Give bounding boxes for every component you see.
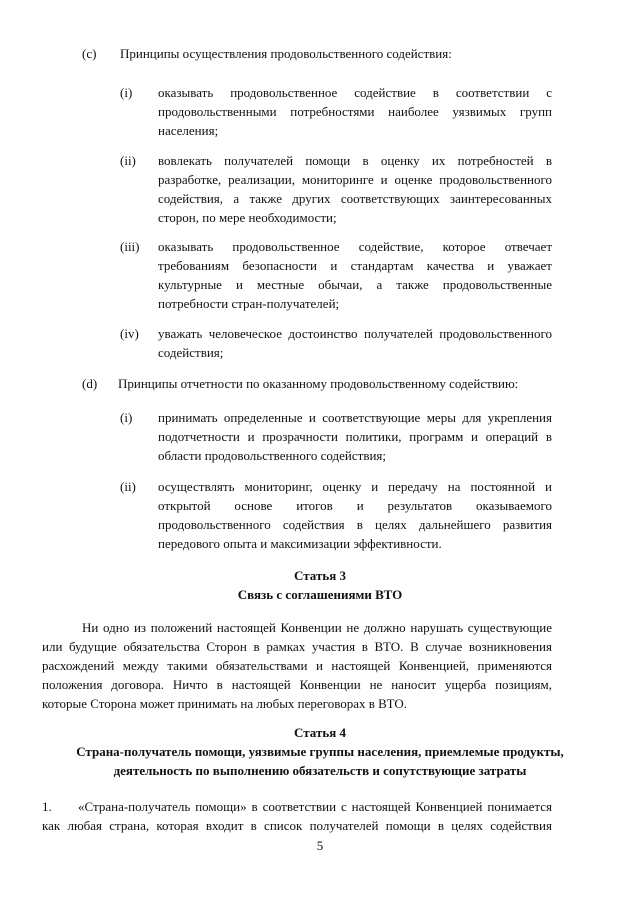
item-c-i-num: (i) (120, 85, 133, 100)
item-c-i-line2: продовольственными потребностями наиболее уязвимых групп (158, 104, 552, 119)
article4-title-line1: Страна-получатель помощи, уязвимые группы населения, приемлемые продукты, (76, 744, 564, 759)
item-c-iii-line1: оказывать продовольственное содействие, которое отвечает (158, 239, 552, 254)
item-d-i-line1: принимать определенные и соответствующие меры для укрепления (158, 410, 552, 425)
item-c-iv-num: (iv) (120, 326, 139, 341)
item-c-iii-line2: требованиям безопасности и стандартам качества и уважает (158, 258, 552, 273)
item-d-ii-line3: продовольственного содействия в целях дальнейшего развития (158, 517, 552, 532)
article4-line1: «Страна-получатель помощи» в соответствии с настоящей Конвенцией понимается (78, 799, 552, 814)
article3-line5: которые Сторона может принимать на любых переговорах в ВТО. (42, 696, 408, 711)
item-c-iv-line2: содействия; (158, 345, 224, 360)
article4-number: Статья 4 (294, 725, 346, 740)
item-c-iv-line1: уважать человеческое достоинство получателей продовольственного (158, 326, 552, 341)
item-d-i-line2: подотчетности и прозрачности политики, программ и операций в (158, 429, 552, 444)
section-c-label: (c) (82, 46, 97, 61)
page-number: 5 (316, 838, 324, 853)
article3-number: Статья 3 (294, 568, 346, 583)
section-d-heading: Принципы отчетности по оказанному продовольственному содействию: (118, 376, 519, 391)
article3-line1 (62, 618, 552, 637)
item-c-i-line3: населения; (158, 123, 219, 138)
item-d-i-num: (i) (120, 410, 133, 425)
item-d-ii-line1: осуществлять мониторинг, оценку и передачу на постоянной и (158, 479, 552, 494)
item-c-iii-num: (iii) (120, 239, 140, 254)
item-c-ii-line2: разработке, реализации, мониторинге и оценке продовольственного (158, 172, 552, 187)
article3-line1-text: Ни одно из положений настоящей Конвенции не должно нарушать существующие (82, 620, 552, 635)
article3-title: Связь с соглашениями ВТО (237, 587, 403, 602)
article3-line3: расхождений между такими обязательствами и настоящей Конвенцией, применяются (42, 658, 552, 673)
article4-line2: как любая страна, которая входит в список получателей помощи в целях содействия (42, 818, 552, 833)
item-c-ii-line4: сторон, по мере необходимости; (158, 210, 337, 225)
article4-title-line2: деятельность по выполнению обязательств и сопутствующие затраты (113, 763, 527, 778)
section-c-heading: Принципы осуществления продовольственного содействия: (120, 46, 452, 61)
item-c-iii-line4: потребности стран-получателей; (158, 296, 340, 311)
item-c-ii-line3: содействия, а также других соответствующих заинтересованных (158, 191, 552, 206)
item-c-iii-line3: культурные и местные обычаи, а также продовольственные (158, 277, 552, 292)
item-d-ii-line2: открытой основе итогов и результатов оказываемого (158, 498, 552, 513)
item-c-ii-line1: вовлекать получателей помощи в оценку их потребностей в (158, 153, 552, 168)
article4-para-label: 1. (42, 799, 52, 814)
article3-line2: или будущие обязательства Сторон в рамках участия в ВТО. В случае возникновения (42, 639, 552, 654)
section-d-label: (d) (82, 376, 98, 391)
item-d-i-line3: области продовольственного содействия; (158, 448, 387, 463)
item-c-ii-num: (ii) (120, 153, 136, 168)
item-d-ii-line4: передового опыта и максимизации эффективности. (158, 536, 442, 551)
article3-line4: положения договора. Ничто в настоящей Конвенции не наносит ущерба позициям, (42, 677, 552, 692)
item-d-ii-num: (ii) (120, 479, 136, 494)
item-c-i-line1: оказывать продовольственное содействие в соответствии с (158, 85, 552, 100)
